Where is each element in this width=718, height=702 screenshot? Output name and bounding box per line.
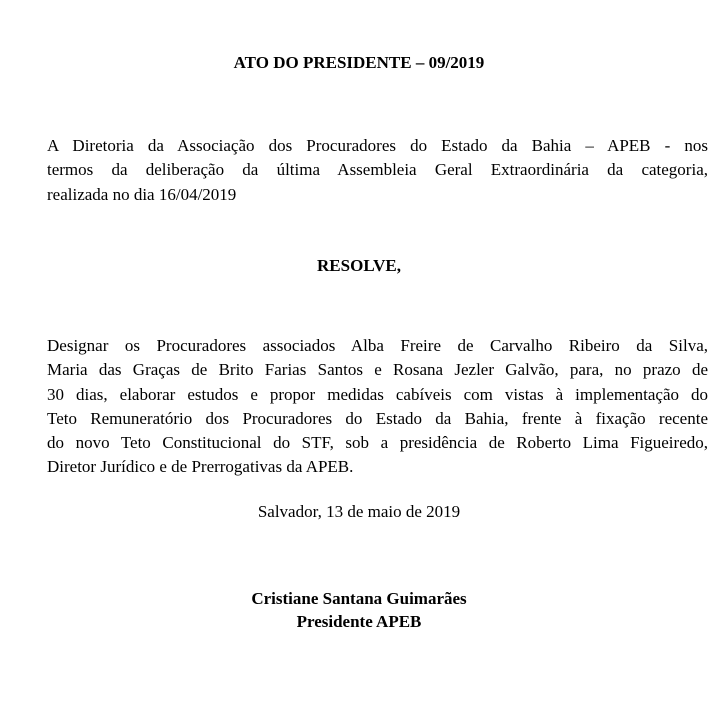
body-line: Diretor Jurídico e de Prerrogativas da APEB. (47, 457, 354, 477)
place-date: Salvador, 13 de maio de 2019 (257, 502, 461, 521)
intro-line: termos da deliberação da última Assembleia Geral Extraordinária da categoria, (47, 160, 708, 180)
signatory-role: Presidente APEB (296, 612, 422, 631)
resolve-heading: RESOLVE, (317, 256, 401, 275)
resolution-paragraph (47, 334, 708, 480)
intro-line: A Diretoria da Associação dos Procuradores do Estado da Bahia – APEB - nos (47, 136, 708, 155)
body-line: do novo Teto Constitucional do STF, sob a presidência de Roberto Lima Figueiredo, (47, 433, 708, 453)
body-line: Teto Remuneratório dos Procuradores do Estado da Bahia, frente à fixação recente (47, 408, 708, 428)
intro-paragraph (47, 134, 708, 207)
signatory-name: Cristiane Santana Guimarães (251, 589, 467, 608)
document-title: ATO DO PRESIDENTE – 09/2019 (233, 53, 485, 72)
body-line: Designar os Procuradores associados Alba Freire de Carvalho Ribeiro da Silva, (47, 336, 708, 355)
intro-line: realizada no dia 16/04/2019 (47, 184, 237, 204)
body-line: Maria das Graças de Brito Farias Santos e Rosana Jezler Galvão, para, no prazo de (47, 360, 708, 380)
body-line: 30 dias, elaborar estudos e propor medidas cabíveis com vistas à implementação do (47, 384, 708, 404)
